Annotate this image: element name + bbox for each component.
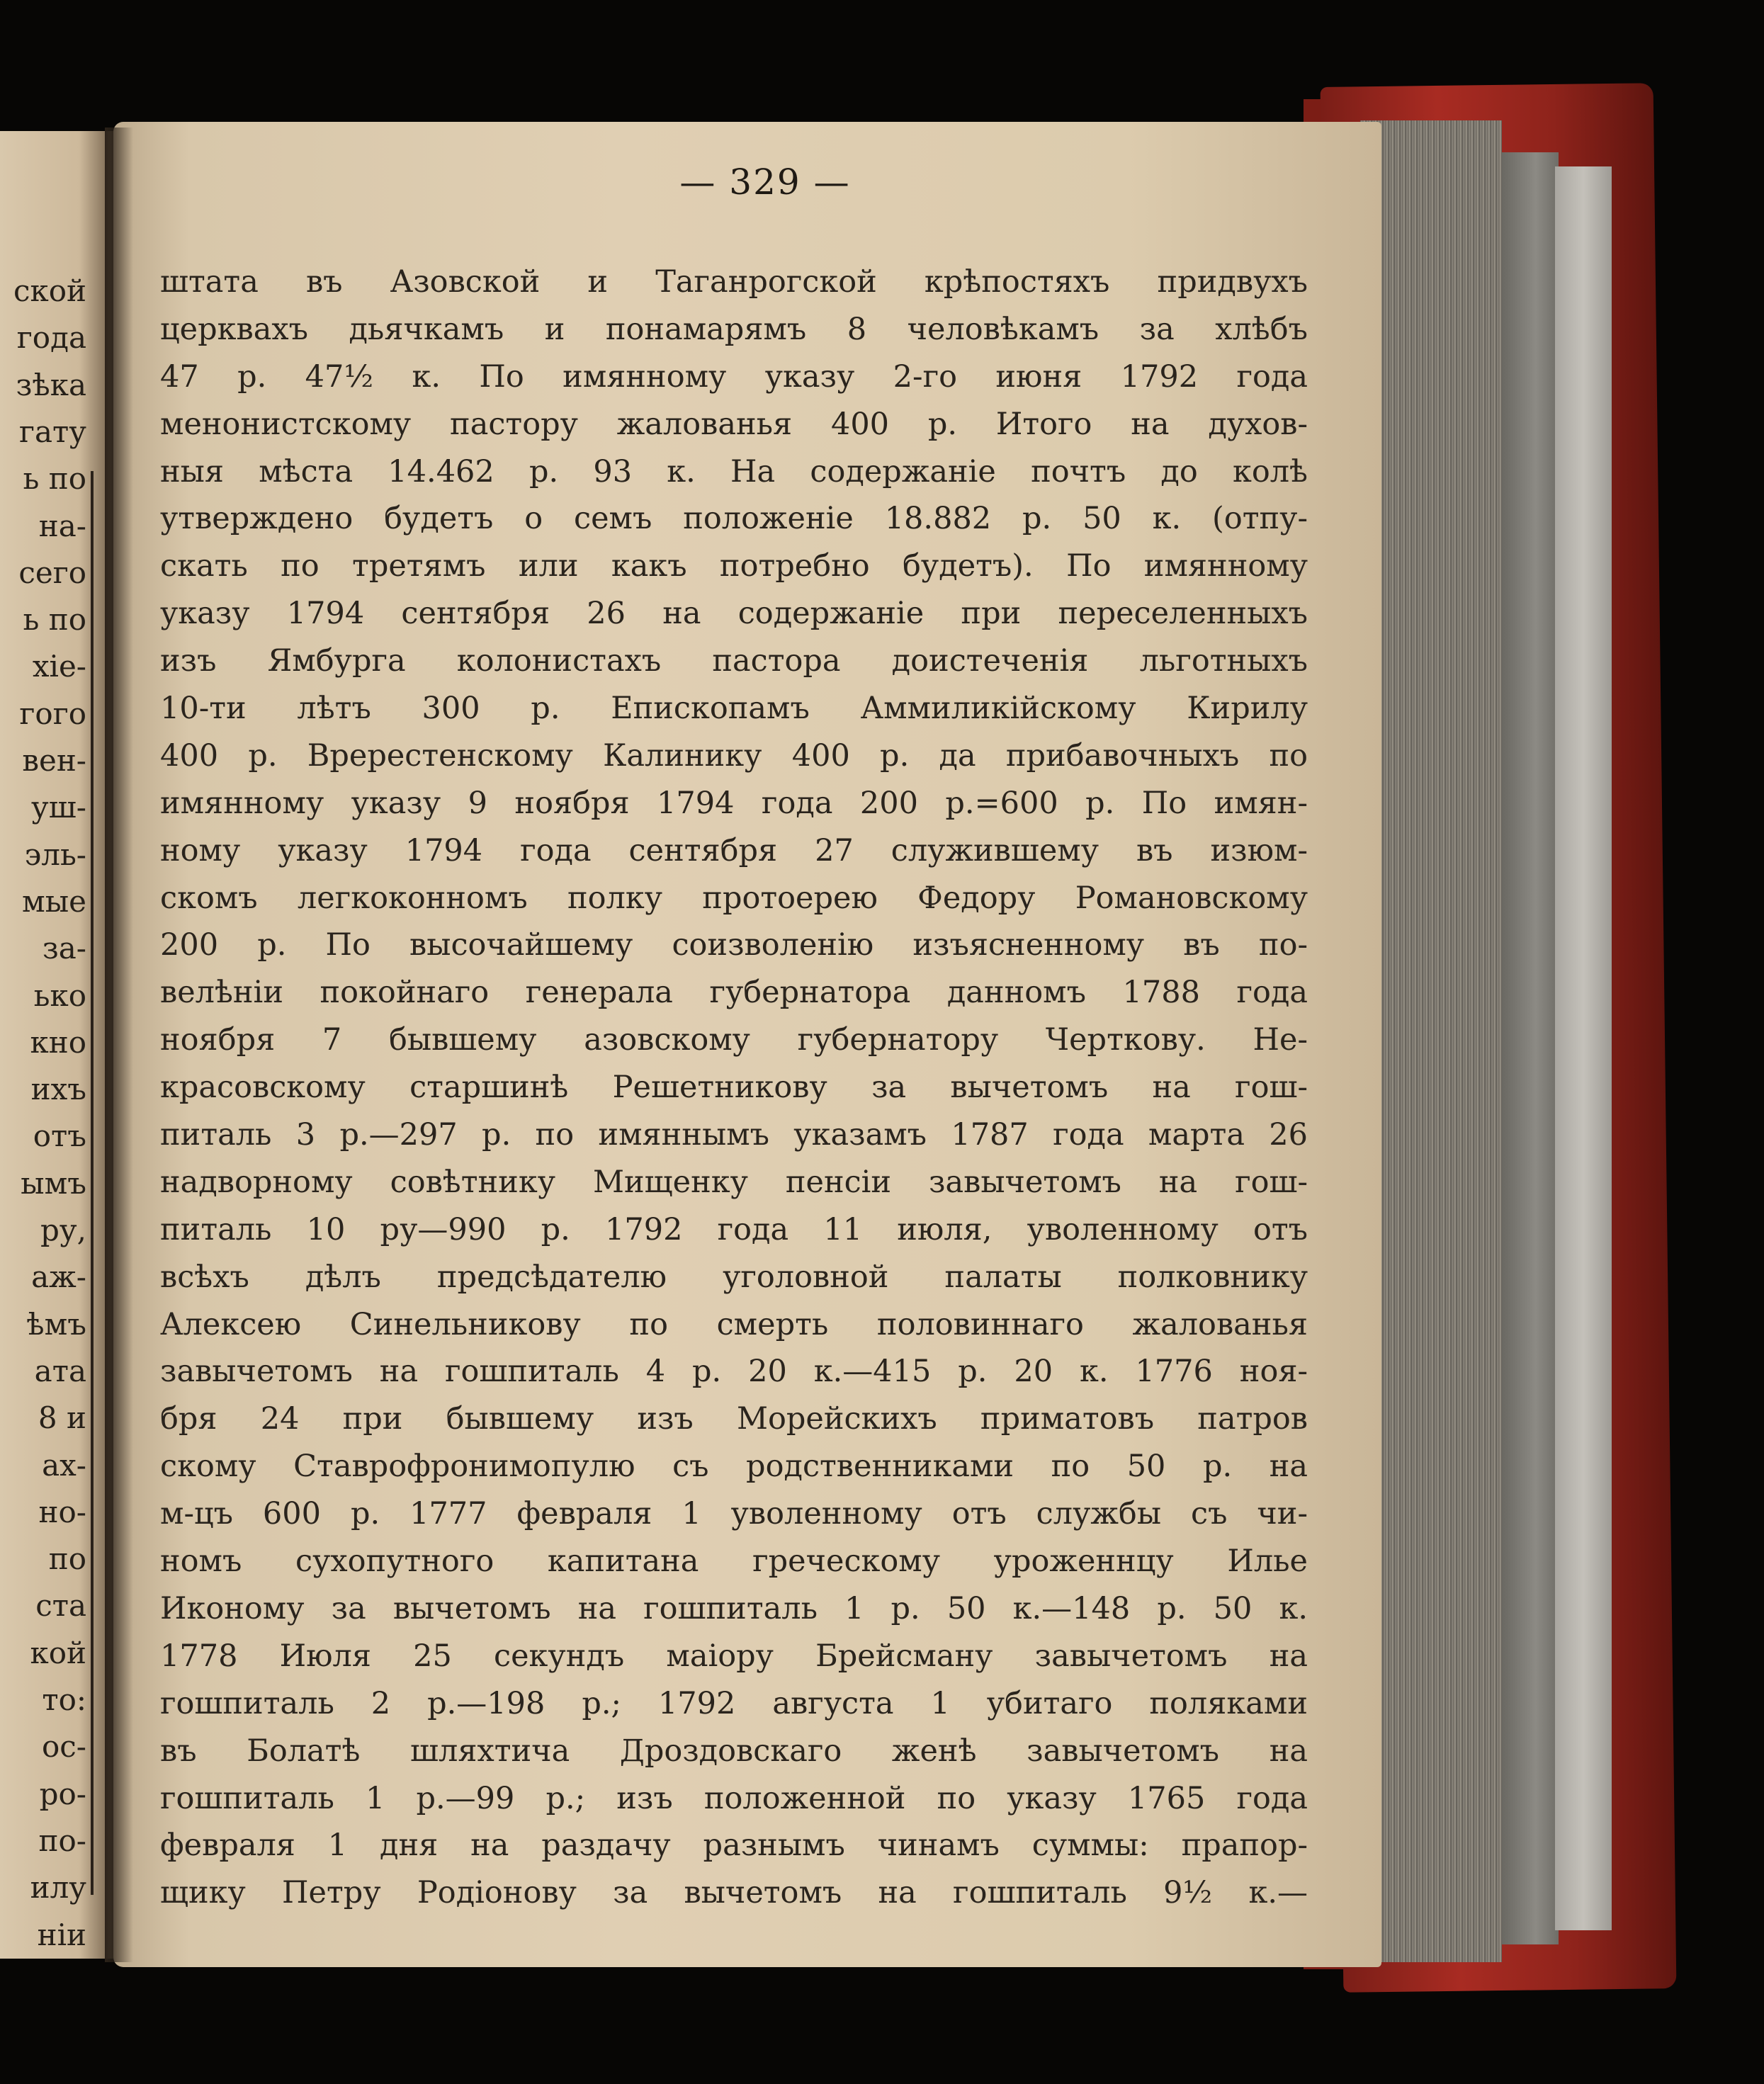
text-line: ному указу 1794 года сентября 27 служившему въ изюм- — [160, 832, 1308, 868]
left-page-rule — [91, 471, 94, 1895]
text-line: церквахъ дьячкамъ и понамарямъ 8 человѣкамъ за хлѣбъ — [160, 311, 1308, 347]
left-page-fragment: кно — [30, 1024, 86, 1060]
left-page-fragment: ос- — [42, 1729, 86, 1765]
left-page-fragment: гату — [19, 414, 86, 449]
text-line: штата въ Азовской и Таганрогской крѣпостяхъ придвухъ — [160, 264, 1308, 300]
left-page-fragment: ніи — [37, 1917, 86, 1952]
left-page-fragment: ро- — [39, 1776, 86, 1811]
left-page-fragment: ѣмъ — [26, 1306, 86, 1342]
text-line: всѣхъ дѣлъ предсѣдателю уголовной палаты полковнику — [160, 1259, 1308, 1295]
text-line: изъ Ямбурга колонистахъ пастора доистеченія льготныхъ — [160, 643, 1308, 679]
text-line: гошпиталь 2 р.—198 р.; 1792 августа 1 убитаго поляками — [160, 1685, 1308, 1721]
text-line: щику Петру Родіонову за вычетомъ на гошпиталь 9½ к.— — [160, 1875, 1308, 1911]
left-page-fragment: по — [48, 1541, 86, 1577]
text-line: Алексею Синельникову по смерть половиннаго жалованья — [160, 1306, 1308, 1342]
left-page-fragment: вен- — [22, 743, 86, 778]
left-page-fragment: уш- — [31, 790, 86, 825]
left-page-fragment: ру, — [40, 1213, 86, 1247]
left-page-fragment: но- — [38, 1494, 86, 1529]
left-page-fragment: ской — [13, 273, 86, 308]
gutter-shadow — [105, 128, 133, 1962]
text-line: указу 1794 сентября 26 на содержаніе при переселенныхъ — [160, 596, 1308, 632]
text-line: ныя мѣста 14.462 р. 93 к. На содержаніе почтъ до колѣ — [160, 453, 1308, 489]
left-page-fragment: по- — [38, 1823, 86, 1858]
page-number: — 329 — — [679, 162, 851, 203]
left-page-fragment: илу — [30, 1870, 86, 1905]
left-page-fragment: сего — [18, 555, 86, 590]
page-edges — [1360, 120, 1502, 1962]
left-page-fragment: ихъ — [30, 1072, 86, 1107]
text-line: ноября 7 бывшему азовскому губернатору Черткову. Не- — [160, 1022, 1308, 1058]
text-line: надворному совѣтнику Мищенку пенсіи завычетомъ на гош- — [160, 1164, 1308, 1200]
left-page-fragment: гого — [19, 696, 86, 731]
left-page-fragment: ько — [33, 978, 86, 1013]
text-line: утверждено будетъ о семъ положеніе 18.882 р. 50 к. (отпу- — [160, 501, 1308, 537]
left-page-fragment: отъ — [33, 1119, 86, 1154]
left-page-fragment: кой — [30, 1635, 86, 1670]
left-page-fragment: ах- — [42, 1447, 86, 1483]
left-page-fragment: мые — [22, 883, 86, 919]
text-line: красовскому старшинѣ Решетникову за вычетомъ на гош- — [160, 1070, 1308, 1106]
left-page-fragment: года — [16, 320, 86, 356]
left-page-fragment: ь по — [23, 461, 86, 497]
text-line: 200 р. По высочайшему соизволенію изъясненному въ по- — [160, 927, 1308, 963]
text-line: м-цъ 600 р. 1777 февраля 1 уволенному отъ службы съ чи- — [160, 1496, 1308, 1532]
text-line: питаль 10 ру—990 р. 1792 года 11 июля, уволенному отъ — [160, 1211, 1308, 1247]
text-line: номъ сухопутного капитана греческому уроженнцу Илье — [160, 1544, 1308, 1580]
text-line: завычетомъ на гошпиталь 4 р. 20 к.—415 р. 20 к. 1776 ноя- — [160, 1354, 1308, 1390]
text-line: скомъ легкоконномъ полку протоерею Федору Романовскому — [160, 880, 1308, 916]
left-page-fragment: хіе- — [32, 649, 86, 684]
text-line: 400 р. Вререстенскому Калинику 400 р. да прибавочныхъ по — [160, 737, 1308, 774]
left-page-fragment: ь по — [23, 602, 86, 638]
text-line: гошпиталь 1 р.—99 р.; изъ положенной по указу 1765 года — [160, 1780, 1308, 1816]
text-line: скому Ставрофронимопулю съ родственниками по 50 р. на — [160, 1449, 1308, 1485]
left-page-fragment: зѣка — [16, 367, 86, 402]
text-line: велѣніи покойнаго генерала губернатора данномъ 1788 года — [160, 975, 1308, 1011]
light-card — [1555, 166, 1612, 1930]
left-page-fragment: ата — [34, 1353, 86, 1388]
left-page-fragment: на- — [38, 508, 86, 543]
left-page-fragment: за- — [42, 931, 86, 966]
gray-card — [1502, 152, 1559, 1944]
left-page-fragment: эль- — [24, 837, 86, 872]
text-line: имянному указу 9 ноября 1794 года 200 р.=600 р. По имян- — [160, 785, 1308, 821]
text-line: менонистскому пастору жалованья 400 р. Итого на духов- — [160, 406, 1308, 442]
text-line: февраля 1 дня на раздачу разнымъ чинамъ суммы: прапор- — [160, 1828, 1308, 1864]
text-line: 10-ти лѣтъ 300 р. Епископамъ Аммиликійскому Кирилу — [160, 691, 1308, 727]
text-line: 1778 Июля 25 секундъ маіору Брейсману завычетомъ на — [160, 1638, 1308, 1674]
left-page-fragment: аж- — [31, 1259, 86, 1295]
page-text — [160, 259, 1308, 1917]
left-page-fragment: ста — [35, 1588, 86, 1624]
left-page-fragment: то: — [42, 1682, 86, 1717]
text-line: 47 р. 47½ к. По имянному указу 2-го июня 1792 года — [160, 358, 1308, 395]
text-line: скать по третямъ или какъ потребно будетъ). По имянному — [160, 548, 1308, 584]
left-facing-page — [0, 131, 113, 1959]
text-line: питаль 3 р.—297 р. по имяннымъ указамъ 1787 года марта 26 — [160, 1117, 1308, 1153]
text-line: Иконому за вычетомъ на гошпиталь 1 р. 50 к.—148 р. 50 к. — [160, 1590, 1308, 1626]
text-line: въ Болатѣ шляхтича Дроздовскаго женѣ завычетомъ на — [160, 1733, 1308, 1769]
text-line: бря 24 при бывшему изъ Морейскихъ приматовъ патров — [160, 1401, 1308, 1437]
left-page-fragment: 8 и — [38, 1400, 86, 1436]
left-page-fragment: ымъ — [21, 1165, 86, 1201]
